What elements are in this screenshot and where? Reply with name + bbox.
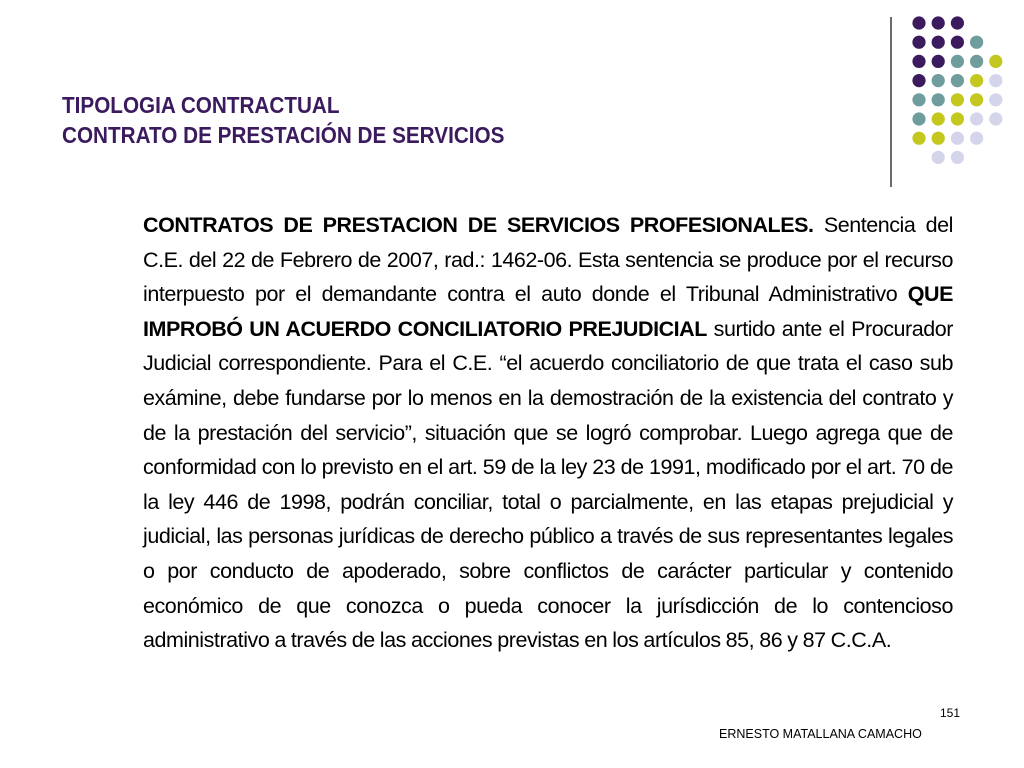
footer-author: ERNESTO MATALLANA CAMACHO xyxy=(719,727,922,741)
decorative-dot-yellow xyxy=(912,132,925,145)
decorative-dot-yellow xyxy=(989,55,1002,68)
decorative-dot-lavender xyxy=(989,74,1002,87)
decorative-dot-purple xyxy=(932,36,945,49)
decorative-dot-teal xyxy=(970,36,983,49)
body-paragraph xyxy=(143,208,953,658)
decorative-dot-teal xyxy=(951,55,964,68)
decorative-dot-lavender xyxy=(932,151,945,164)
decorative-dot-lavender xyxy=(970,112,983,125)
decorative-dot-purple xyxy=(912,16,925,29)
decorative-dot-purple xyxy=(951,16,964,29)
decorative-dot-teal xyxy=(932,74,945,87)
decorative-dot-grid xyxy=(0,0,1024,200)
body-text-part-1: Sentencia del C.E. del 22 de Febrero de 2007, rad.: 1462-06. Esta sentencia se produce por el recurso interpuesto por el demandante contra el auto donde el Tribunal Administrativo xyxy=(143,213,953,307)
slide-title-line-1: TIPOLOGIA CONTRACTUAL xyxy=(62,92,340,118)
decorative-dot-yellow xyxy=(970,74,983,87)
decorative-dot-lavender xyxy=(951,151,964,164)
body-heading: CONTRATOS DE PRESTACION DE SERVICIOS PROFESIONALES. xyxy=(143,213,814,237)
decorative-dot-purple xyxy=(912,55,925,68)
decorative-dot-teal xyxy=(912,112,925,125)
decorative-dot-purple xyxy=(932,55,945,68)
body-text-part-2: surtido ante el Procurador Judicial correspondiente. Para el C.E. “el acuerdo conciliatorio de que trata el caso sub exámine, debe fundarse por lo menos en la demostración de la existencia del contrato y de la prestación del servicio”, situación que se logró comprobar. Luego agrega que de conformidad con lo previsto en el art. 59 de la ley 23 de 1991, modificado por el art. 70 de la ley 446 de 1998, podrán conciliar, total o parcialmente, en las etapas prejudicial y judicial, las personas jurídicas de derecho público a través de sus representantes legales o por conducto de apoderado, sobre conflictos de carácter particular y contenido económico de que conozca o pueda conocer la jurísdicción de lo contencioso administrativo a través de las acciones previstas en los artículos 85, 86 y 87 C.C.A. xyxy=(143,316,953,653)
decorative-dot-yellow xyxy=(951,93,964,106)
decorative-dot-teal xyxy=(970,55,983,68)
decorative-dot-purple xyxy=(932,16,945,29)
decorative-dot-teal xyxy=(912,93,925,106)
decorative-dot-yellow xyxy=(932,132,945,145)
slide-title-line-2: CONTRATO DE PRESTACIÓN DE SERVICIOS xyxy=(62,122,505,148)
decorative-dot-lavender xyxy=(989,93,1002,106)
decorative-dot-purple xyxy=(912,74,925,87)
decorative-dot-yellow xyxy=(951,112,964,125)
decorative-dot-teal xyxy=(951,74,964,87)
page-number: 151 xyxy=(940,706,961,720)
decorative-dot-purple xyxy=(951,36,964,49)
decorative-dot-teal xyxy=(932,93,945,106)
decorative-dot-purple xyxy=(912,36,925,49)
body-bold-phrase: QUE IMPROBÓ UN ACUERDO CONCILIATORIO PREJUDICIAL xyxy=(143,282,953,341)
decorative-dot-lavender xyxy=(989,112,1002,125)
decorative-dot-yellow xyxy=(970,93,983,106)
decorative-dot-lavender xyxy=(970,132,983,145)
decorative-dot-yellow xyxy=(932,112,945,125)
decorative-dot-lavender xyxy=(951,132,964,145)
